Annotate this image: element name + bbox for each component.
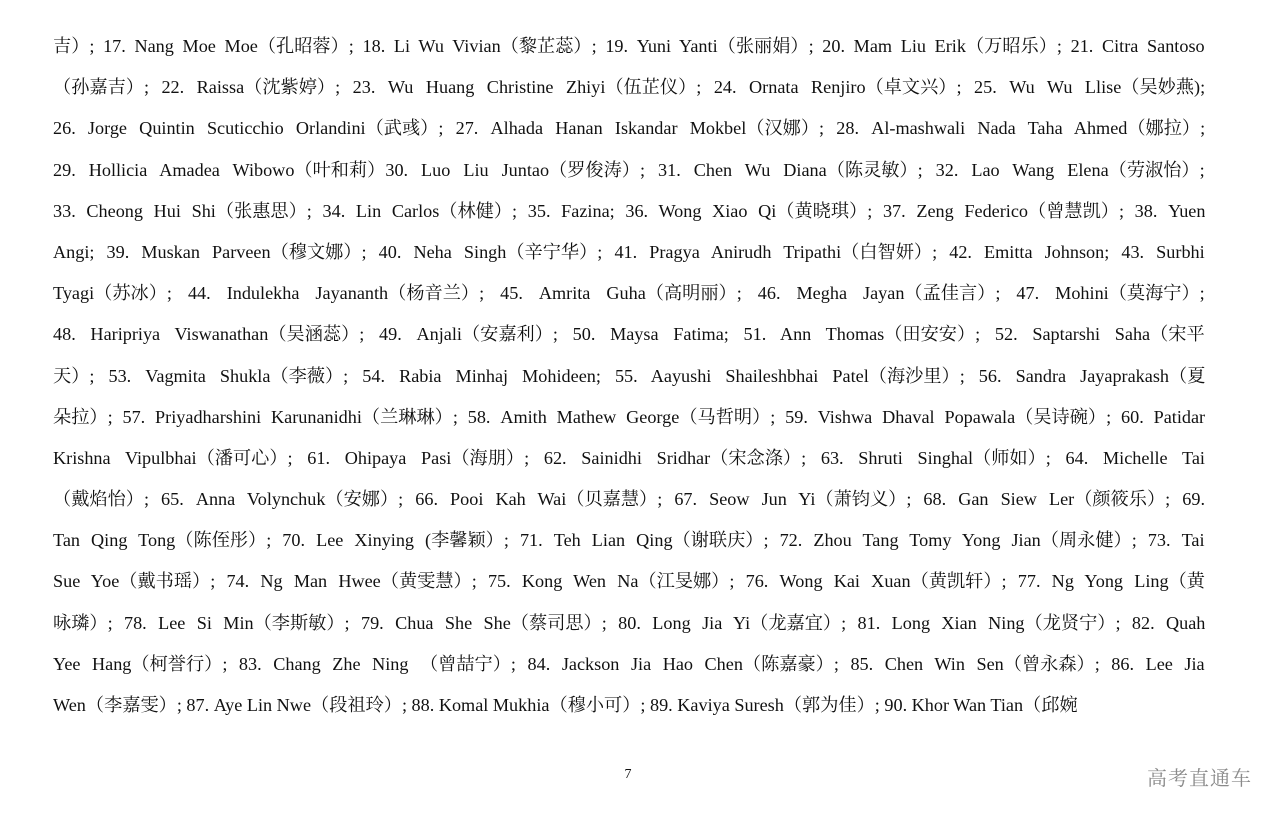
text-line bbox=[53, 26, 1205, 67]
text-line-content: Sue Yoe（戴书瑶）; 74. Ng Man Hwee（黄雯慧）; 75. Kong Wen Na（江旻娜）; 76. Wong Kai Xuan（黄凯轩）; 77. Ng Yong Ling（黄 bbox=[53, 571, 1205, 592]
text-line bbox=[53, 150, 1205, 191]
text-line-content: （孙嘉吉）; 22. Raissa（沈紫婷）; 23. Wu Huang Christine Zhiyi（伍芷仪）; 24. Ornata Renjiro（卓文兴）; 25. Wu Wu Llise（吴妙燕); bbox=[53, 77, 1205, 98]
text-line bbox=[53, 479, 1205, 520]
text-line bbox=[53, 108, 1205, 149]
text-line-content: 吉）; 17. Nang Moe Moe（孔昭蓉）; 18. Li Wu Vivian（黎芷蕊）; 19. Yuni Yanti（张丽娟）; 20. Mam Liu Erik（万昭乐）; 21. Citra Santoso bbox=[53, 36, 1205, 56]
text-line-content: Yee Hang（柯誉行）; 83. Chang Zhe Ning （曾喆宁）; 84. Jackson Jia Hao Chen（陈嘉豪）; 85. Chen Win Sen（曾永森）; 86. Lee Jia bbox=[53, 653, 1205, 674]
text-line bbox=[53, 520, 1205, 561]
text-line bbox=[53, 685, 1205, 726]
page-number: 7 bbox=[624, 767, 632, 782]
text-line bbox=[53, 273, 1205, 314]
text-line-content: 天）; 53. Vagmita Shukla（李薇）; 54. Rabia Minhaj Mohideen; 55. Aayushi Shaileshbhai Patel（海沙里）; 56. Sandra Jayaprakash（夏 bbox=[53, 365, 1205, 386]
text-line bbox=[53, 356, 1205, 397]
text-line bbox=[53, 397, 1205, 438]
text-line-content: 48. Haripriya Viswanathan（吴涵蕊）; 49. Anjali（安嘉利）; 50. Maysa Fatima; 51. Ann Thomas（田安安）; 52. Saptarshi Saha（宋平 bbox=[53, 324, 1205, 345]
text-line-content: Angi; 39. Muskan Parveen（穆文娜）; 40. Neha Singh（辛宁华）; 41. Pragya Anirudh Tripathi（白智妍）; 42. Emitta Johnson; 43. Surbhi bbox=[53, 241, 1205, 262]
text-line bbox=[53, 232, 1205, 273]
text-line-content: 26. Jorge Quintin Scuticchio Orlandini（武彧）; 27. Alhada Hanan Iskandar Mokbel（汉娜）; 28. Al-mashwali Nada Taha Ahmed（娜拉）; bbox=[53, 118, 1205, 139]
text-line bbox=[53, 644, 1205, 685]
text-line-content: Wen（李嘉雯）; 87. Aye Lin Nwe（段祖玲）; 88. Komal Mukhia（穆小可）; 89. Kaviya Suresh（郭为佳）; 90. Khor Wan Tian（邱婉 bbox=[53, 695, 1078, 715]
text-line bbox=[53, 561, 1205, 602]
text-line-content: 29. Hollicia Amadea Wibowo（叶和莉）30. Luo Liu Juntao（罗俊涛）; 31. Chen Wu Diana（陈灵敏）; 32. Lao Wang Elena（劳淑怡）; bbox=[53, 159, 1205, 180]
text-line-content: Tyagi（苏冰）; 44. Indulekha Jayananth（杨音兰）; 45. Amrita Guha（高明丽）; 46. Megha Jayan（孟佳言）; 47. Mohini（莫海宁）; bbox=[53, 283, 1205, 304]
text-line-content: 咏璘）; 78. Lee Si Min（李斯敏）; 79. Chua She She（蔡司思）; 80. Long Jia Yi（龙嘉宜）; 81. Long Xian Ning（龙贤宁）; 82. Quah bbox=[53, 612, 1205, 633]
text-line bbox=[53, 314, 1205, 355]
text-line-content: Krishna Vipulbhai（潘可心）; 61. Ohipaya Pasi（海朋）; 62. Sainidhi Sridhar（宋念涤）; 63. Shruti Singhal（师如）; 64. Michelle Tai bbox=[53, 447, 1205, 468]
text-line-content: 33. Cheong Hui Shi（张惠思）; 34. Lin Carlos（林健）; 35. Fazina; 36. Wong Xiao Qi（黄晓琪）; 37. Zeng Federico（曾慧凯）; 38. Yuen bbox=[53, 200, 1205, 221]
text-line-content: Tan Qing Tong（陈侄彤）; 70. Lee Xinying (李馨颖）; 71. Teh Lian Qing（谢联庆）; 72. Zhou Tang Tomy Yong Jian（周永健）; 73. Tai bbox=[53, 530, 1205, 551]
text-line bbox=[53, 603, 1205, 644]
watermark-logo: 高考直通车 bbox=[1147, 766, 1252, 790]
text-line bbox=[53, 438, 1205, 479]
text-line bbox=[53, 67, 1205, 108]
text-line-content: （戴焰怡）; 65. Anna Volynchuk（安娜）; 66. Pooi Kah Wai（贝嘉慧）; 67. Seow Jun Yi（萧钧义）; 68. Gan Siew Ler（颜筱乐）; 69. bbox=[53, 489, 1205, 510]
name-list-paragraph bbox=[53, 26, 1205, 726]
text-line bbox=[53, 191, 1205, 232]
text-line-content: 朵拉）; 57. Priyadharshini Karunanidhi（兰琳琳）; 58. Amith Mathew George（马哲明）; 59. Vishwa Dhaval Popawala（吴诗碗）; 60. Patidar bbox=[53, 406, 1205, 427]
